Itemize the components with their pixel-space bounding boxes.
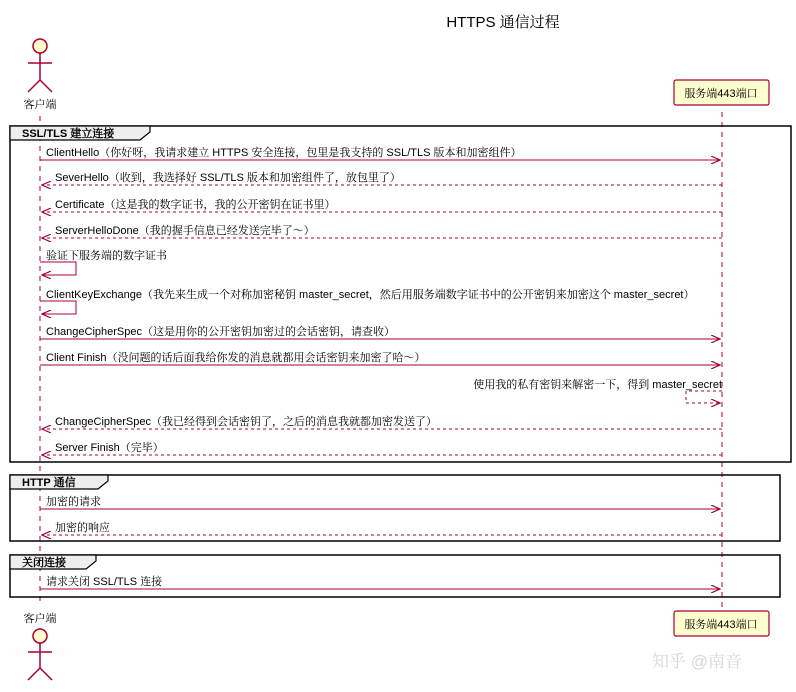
message-change-cipher-spec-server xyxy=(42,414,722,429)
message-client-finish xyxy=(40,350,720,365)
group-http xyxy=(10,475,780,541)
message-server-hello-done xyxy=(42,223,722,238)
client-actor-top xyxy=(24,39,57,111)
diagram-title: HTTPS 通信过程 xyxy=(446,14,560,31)
message-label: ChangeCipherSpec（我已经得到会话密钥了，之后的消息我就都加密发送了） xyxy=(55,416,438,428)
message-server-hello xyxy=(42,170,722,185)
message-label: Server Finish（完毕） xyxy=(55,442,164,454)
client-label-bottom: 客户端 xyxy=(23,613,57,625)
group-label-http: HTTP 通信 xyxy=(22,477,76,489)
server-participant-bottom xyxy=(674,611,769,636)
message-client-key-exchange xyxy=(40,287,695,314)
message-label: 使用我的私有密钥来解密一下，得到 master_secret xyxy=(473,379,722,391)
group-label-close: 关闭连接 xyxy=(22,557,66,569)
server-label-bottom: 服务端443端口 xyxy=(684,619,758,631)
message-server-decrypt xyxy=(473,377,722,403)
stick-figure-icon xyxy=(28,629,52,680)
client-actor-bottom xyxy=(24,611,57,680)
group-label-ssl: SSL/TLS 建立连接 xyxy=(22,128,115,140)
message-label: ClientHello（你好呀，我请求建立 HTTPS 安全连接，包里是我支持的 SSL/TLS 版本和加密组件） xyxy=(46,147,522,159)
message-label: 请求关闭 SSL/TLS 连接 xyxy=(46,576,163,588)
message-client-hello xyxy=(40,145,720,160)
message-server-finish xyxy=(42,440,722,455)
stick-figure-icon xyxy=(28,39,52,92)
message-label: Client Finish（没问题的话后面我给你发的消息就都用会话密钥来加密了哈～） xyxy=(46,352,426,364)
message-label: ClientKeyExchange（我先来生成一个对称加密秘钥 master_secret，然后用服务端数字证书中的公开密钥来加密这个 master_secret） xyxy=(46,289,695,301)
message-encrypted-response xyxy=(42,520,722,535)
message-label: SeverHello（收到，我选择好 SSL/TLS 版本和加密组件了，放包里了） xyxy=(55,172,401,184)
server-participant-top xyxy=(674,80,769,105)
client-label-top: 客户端 xyxy=(23,99,57,111)
message-close-request xyxy=(40,574,720,589)
message-label: 加密的请求 xyxy=(46,496,101,508)
message-change-cipher-spec-client xyxy=(40,324,720,339)
message-label: ChangeCipherSpec（这是用你的公开密钥加密过的会话密钥，请查收） xyxy=(46,326,396,338)
message-label: ServerHelloDone（我的握手信息已经发送完毕了～） xyxy=(55,225,315,237)
message-verify-certificate xyxy=(40,248,167,275)
message-encrypted-request xyxy=(40,494,720,509)
watermark: 知乎 @南音 xyxy=(652,652,742,671)
message-label: 验证下服务端的数字证书 xyxy=(46,250,167,262)
server-label-top: 服务端443端口 xyxy=(684,88,758,100)
message-label: 加密的响应 xyxy=(55,522,110,534)
message-label: Certificate（这是我的数字证书，我的公开密钥在证书里） xyxy=(55,199,336,211)
message-certificate xyxy=(42,197,722,212)
